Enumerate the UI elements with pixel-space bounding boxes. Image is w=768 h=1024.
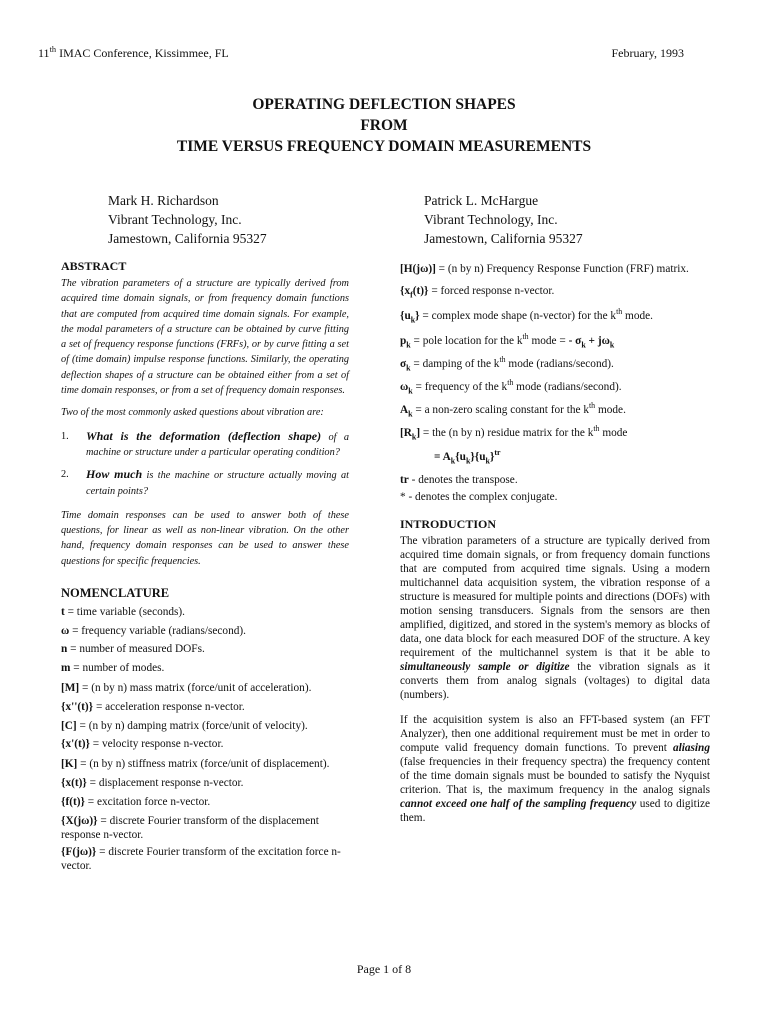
nomenclature-symbol: {x(t)}: [61, 776, 87, 789]
def-p-text: = pole location for the k: [410, 335, 523, 347]
nomenclature-symbol: {x''(t)}: [61, 700, 94, 713]
nomenclature-item: [61, 603, 349, 622]
abstract-paragraph-3: Time domain responses can be used to answer both of these questions, for linear as well as non-linear vibration. On the other hand, frequency domain responses can be used to answer these questions for specific frequencies.: [61, 509, 349, 567]
question-1: [61, 429, 349, 461]
author-1-org: Vibrant Technology, Inc.: [108, 212, 242, 227]
nomenclature-item: [61, 659, 349, 678]
def-frf: [400, 262, 710, 277]
question-1-text: of a machine or structure under a particular operating condition?: [86, 431, 349, 458]
abstract-paragraph-2: Two of the most commonly asked questions about vibration are:: [61, 407, 324, 419]
nomenclature-symbol: {X(jω)}: [61, 815, 98, 828]
nomenclature-list: [61, 603, 349, 873]
def-damping: $\sigma_k$ = damping of the $k^{th}$ mode (radians/second).: [400, 355, 614, 373]
def-u-text: = complex mode shape (n-vector) for the k: [419, 310, 617, 322]
nomenclature-definition: = (n by n) damping matrix (force/unit of velocity).: [76, 719, 308, 732]
nomenclature-definition: = (n by n) stiffness matrix (force/unit of displacement).: [77, 757, 330, 770]
nomenclature-symbol: ω: [61, 624, 70, 637]
nomenclature-item: [61, 757, 349, 771]
left-column: [61, 259, 349, 876]
introduction-heading: INTRODUCTION: [400, 517, 497, 531]
def-r-symbol: $[R_k]$: [400, 427, 421, 442]
header-sup: th: [49, 45, 57, 54]
question-1-bold: What is the deformation (deflection shape): [86, 428, 322, 443]
nomenclature-definition: = discrete Fourier transform of the displacement response n-vector.: [61, 815, 319, 842]
def-forced-response: [400, 285, 710, 300]
question-2: [61, 467, 349, 499]
nomenclature-item: [61, 735, 349, 754]
abstract-heading: ABSTRACT: [61, 259, 127, 273]
author-1: [108, 191, 267, 248]
author-2: [424, 191, 583, 248]
nomenclature-definition: = (n by n) mass matrix (force/unit of acceleration).: [79, 681, 312, 694]
question-2-number: 2.: [61, 469, 69, 481]
def-frequency: $\omega_k$ = frequency of the $k^{th}$ mode (radians/second).: [400, 378, 622, 396]
intro-paragraph-2: If the acquisition system is also an FFT-based system (an FFT Analyzer), then one additional requirement must be met in order to compute valid frequency domain functions. To prevent aliasing (false frequencies in their frequency spectra) the frequency content of the time domain signals must be bounded to satisfy the Nyquist criterion. That is, the maximum frequency in the analog signals cannot exceed one half of the sampling frequency used to digitize them.: [400, 714, 710, 824]
def-xf-symbol: $\{x_f(t)\}$: [400, 285, 429, 300]
title-line-1: OPERATING DEFLECTION SHAPES: [252, 96, 516, 113]
def-frf-symbol: [H(jω)]: [400, 263, 436, 275]
nomenclature-definition: = number of modes.: [70, 662, 165, 675]
nomenclature-item: [61, 793, 349, 812]
question-2-bold: How much: [86, 467, 143, 482]
intro-paragraph-1: The vibration parameters of a structure are typically derived from acquired time domain signals, or from frequency domain functions that are computed from acquired time signals. Using a modern multichannel data acquisition system, the vibration response of a structure is measured for multiple points and directions (DOFs) with motion sensing transducers. Signals from the sensors are then amplified, digitized, and stored in the system's memory as blocks of data, one data block for each measured DOF of the structure. A key requirement of the multichannel system is that it be able to simultaneously sample or digitize the vibration signals as it converts them from analog signals (voltages) to digital data (numbers).: [400, 535, 710, 701]
nomenclature-item: [61, 698, 349, 717]
nomenclature-definition: = acceleration response n-vector.: [93, 700, 245, 713]
nomenclature-symbol: {f(t)}: [61, 795, 85, 808]
nomenclature-symbol: n: [61, 643, 68, 656]
title-line-3: TIME VERSUS FREQUENCY DOMAIN MEASUREMENTS: [176, 138, 592, 155]
nomenclature-symbol: [M]: [61, 681, 80, 694]
nomenclature-symbol: {x'(t)}: [61, 738, 90, 751]
nomenclature-symbol: t: [61, 606, 65, 619]
def-scaling: $A_k = a$ non-zero scaling constant for the $k^{th}$ mode.: [400, 401, 626, 419]
def-a-symbol: $A_k$: [400, 404, 413, 419]
def-r-text: = the (n by n) residue matrix for the k: [420, 427, 594, 439]
nomenclature-definition: = displacement response n-vector.: [86, 776, 244, 789]
nomenclature-item: [61, 717, 349, 736]
nomenclature-item: [61, 814, 349, 842]
def-omega-text: = frequency of the k: [412, 381, 508, 393]
nomenclature-item: [61, 845, 349, 873]
question-2-text: is the machine or structure actually moving at certain points?: [86, 470, 349, 497]
def-omega-symbol: $\omega_k$: [400, 381, 413, 396]
def-residue: $[R_k]$ = the (n by n) residue matrix for the $k^{th}$ mode: [400, 424, 628, 442]
def-pole: $p_k$ = pole location for the $k^{th}$ mode = - $\sigma_k + j\omega_k$: [400, 332, 615, 350]
date-header: February, 1993: [611, 46, 684, 60]
def-mode-shape: $\{u_k\}$ = complex mode shape (n-vector) for the $k^{th}$ mode.: [400, 307, 653, 325]
def-sigma-symbol: $\sigma_k$: [400, 358, 411, 373]
nomenclature-heading: NOMENCLATURE: [61, 586, 170, 601]
def-tr-symbol: tr: [400, 474, 409, 486]
nomenclature-symbol: [C]: [61, 719, 77, 732]
nomenclature-symbol: [K]: [61, 757, 78, 770]
nomenclature-item: [61, 774, 349, 793]
header-rest: IMAC Conference, Kissimmee, FL: [56, 46, 229, 60]
nomenclature-item: [61, 640, 349, 659]
author-2-name: Patrick L. McHargue: [424, 193, 539, 208]
nomenclature-symbol: m: [61, 662, 71, 675]
def-frf-text: = (n by n) Frequency Response Function (FRF) matrix.: [435, 263, 689, 275]
nomenclature-definition: = frequency variable (radians/second).: [69, 624, 246, 637]
conference-header: [38, 46, 229, 61]
def-p-expression: - $\sigma_k + j\omega_k$: [568, 335, 615, 350]
def-tr-text: - denotes the transpose.: [408, 474, 518, 486]
nomenclature-item: [61, 622, 349, 641]
nomenclature-symbol: {F(jω)}: [61, 846, 97, 859]
author-2-address: Jamestown, California 95327: [424, 231, 583, 246]
nomenclature-definition: = time variable (seconds).: [64, 606, 186, 619]
def-u-symbol: $\{u_k\}$: [400, 310, 420, 325]
nomenclature-definition: = number of measured DOFs.: [67, 643, 205, 656]
abstract-paragraph-1: The vibration parameters of a structure are typically derived from acquired time domain signals, or from frequency domain functions that are computed from acquired time domain signals. For example, the modal parameters of a structure can be obtained by curve fitting a set of frequency response functions (FRFs), or by curve fitting a set of (time domain) impulse response functions. Similarly, the operating deflection shapes of a structure can be obtained either from a set of time domain responses, or from a set of frequency domain responses.: [61, 278, 349, 397]
nomenclature-definition: = velocity response n-vector.: [89, 738, 224, 751]
residue-equation: = $A_k\{u_k\}\{u_k\}^{tr}$: [434, 448, 501, 466]
author-1-address: Jamestown, California 95327: [108, 231, 267, 246]
nomenclature-definition: = discrete Fourier transform of the excitation force n-vector.: [61, 846, 341, 873]
def-a-text: = a non-zero scaling constant for the k: [412, 404, 589, 416]
paper-title: [0, 94, 768, 157]
question-1-number: 1.: [61, 430, 69, 442]
def-p-symbol: $p_k$: [400, 335, 411, 350]
def-transpose: [400, 474, 710, 486]
title-line-2: FROM: [360, 117, 408, 134]
page-number: Page 1 of 8: [356, 962, 412, 976]
def-sigma-text: = damping of the k: [410, 358, 500, 370]
def-xf-text: = forced response n-vector.: [428, 285, 555, 297]
header-num: 11: [38, 46, 50, 60]
nomenclature-item: [61, 681, 349, 695]
def-conjugate: * - denotes the complex conjugate.: [400, 491, 558, 503]
nomenclature-definition: = excitation force n-vector.: [84, 795, 211, 808]
right-column: [400, 262, 710, 825]
author-2-org: Vibrant Technology, Inc.: [424, 212, 558, 227]
author-1-name: Mark H. Richardson: [108, 193, 219, 208]
